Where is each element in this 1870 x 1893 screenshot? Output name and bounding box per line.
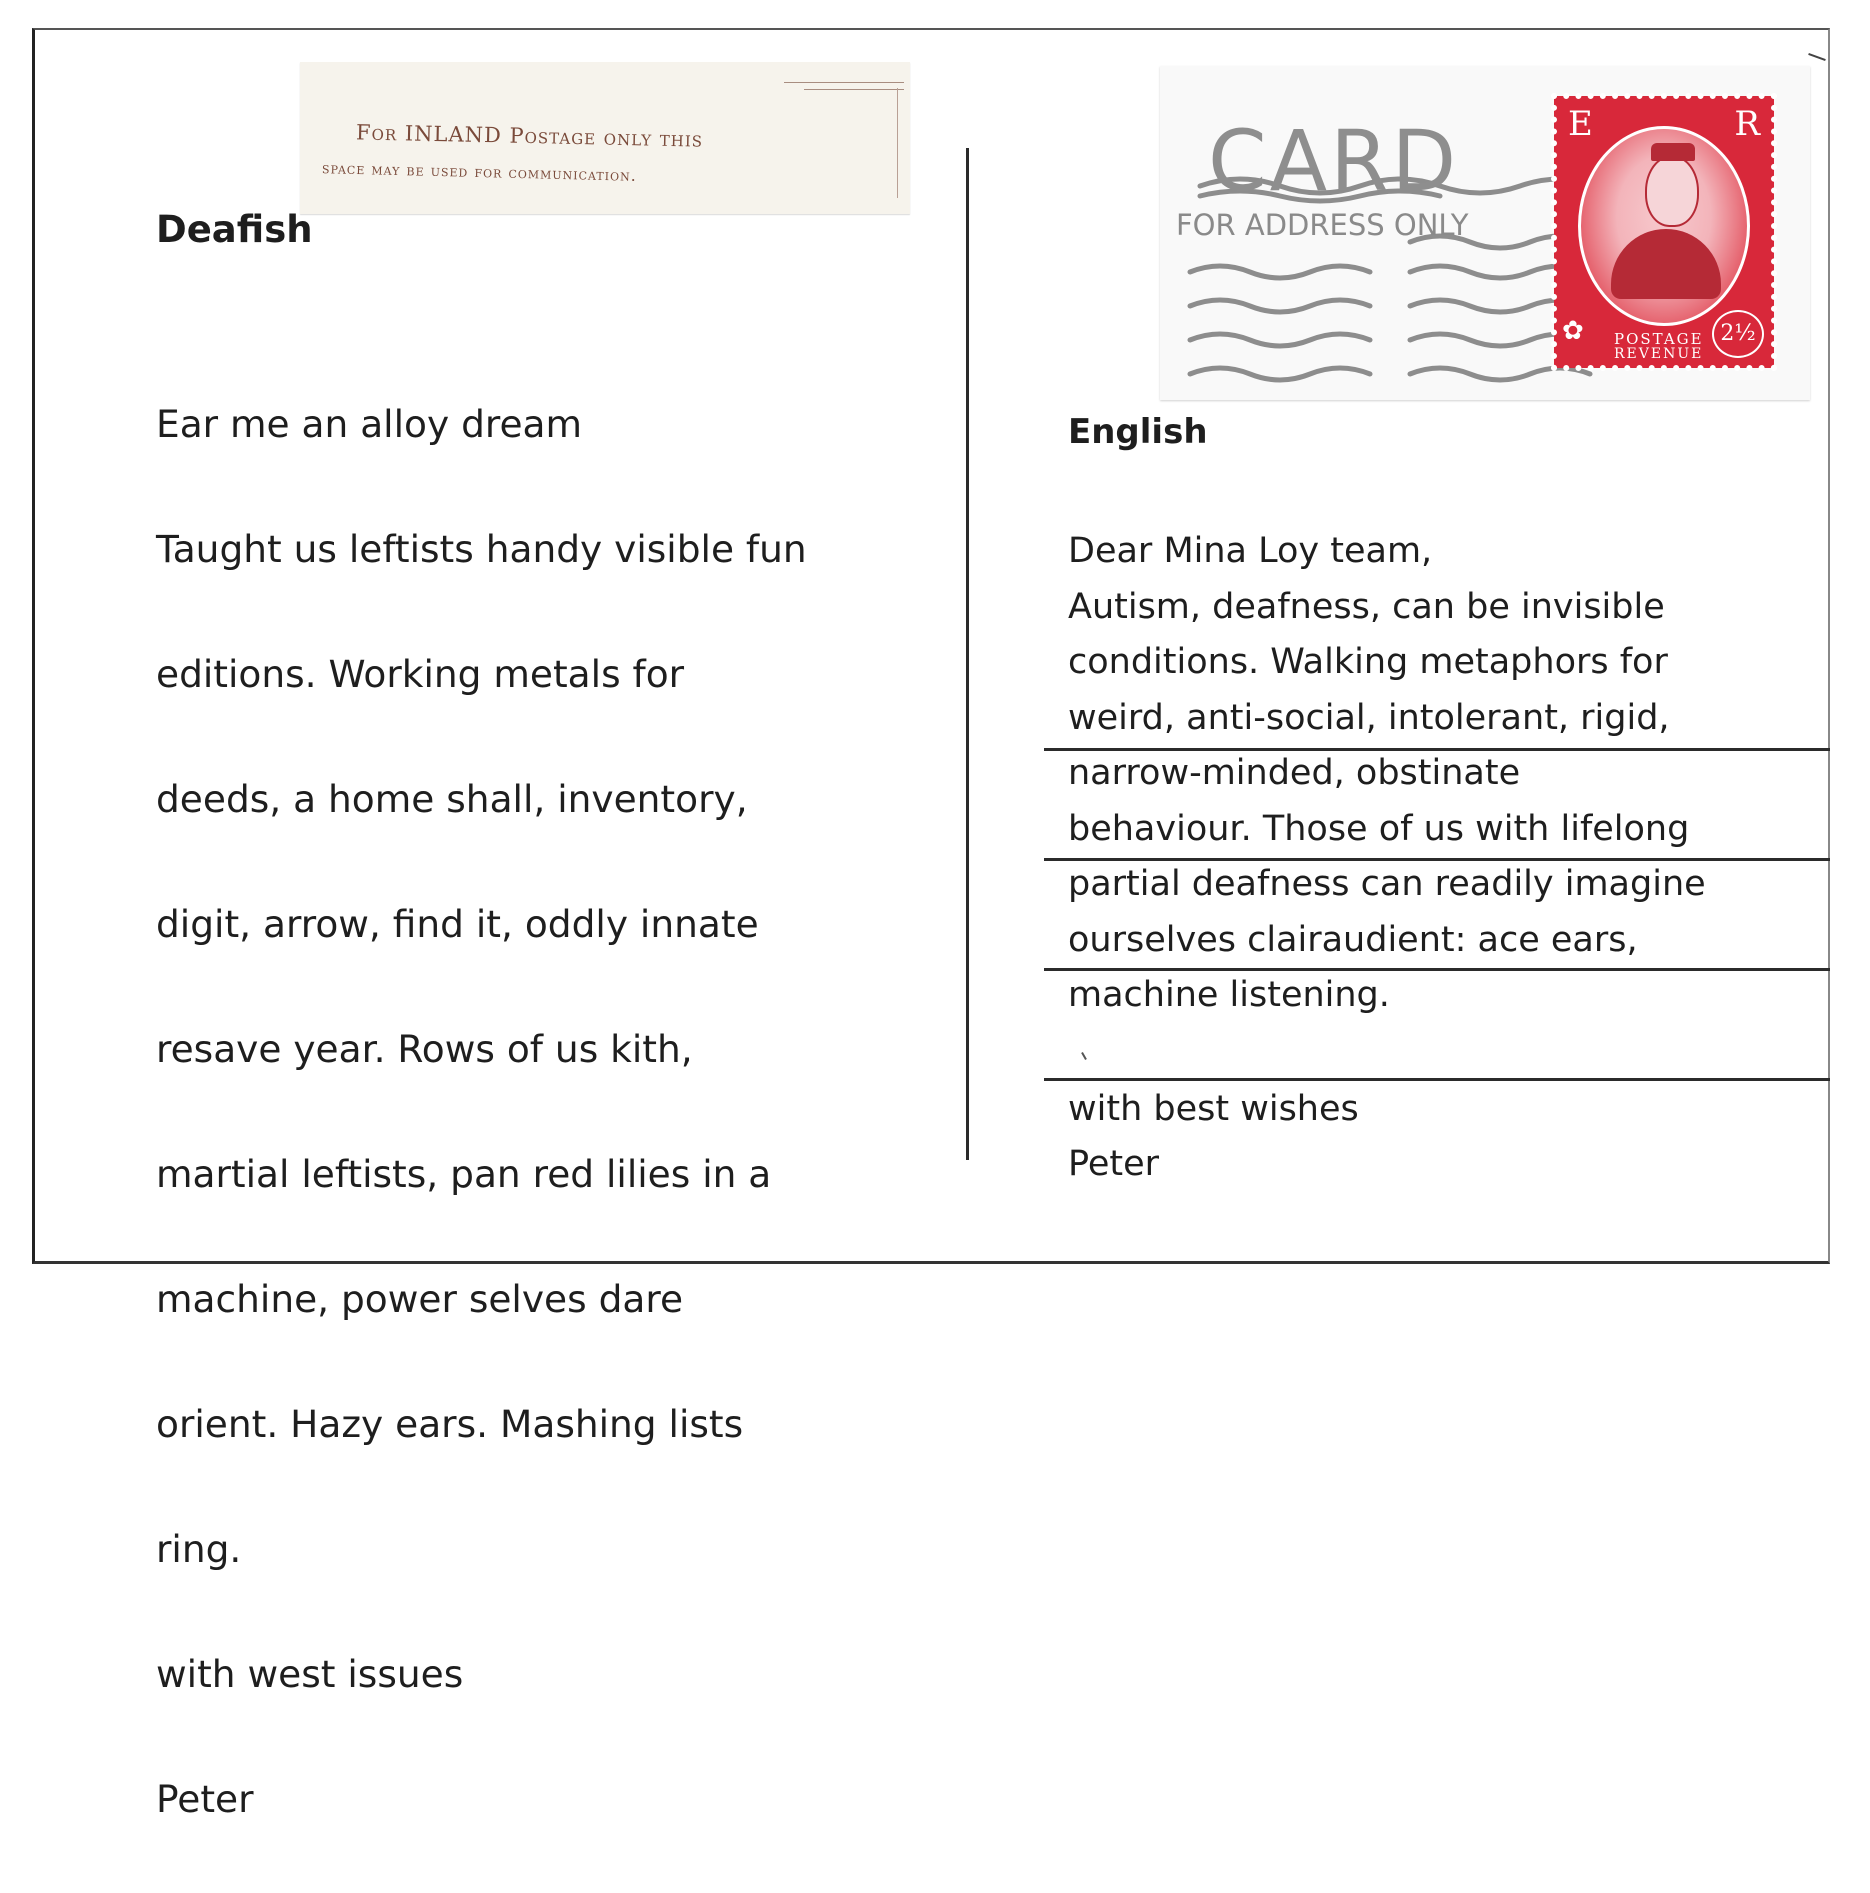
english-title: English [1068, 412, 1208, 452]
poem-line: Taught us leftists handy visible fun [156, 526, 807, 571]
poem-line: martial leftists, pan red lilies in a [156, 1151, 772, 1196]
text-line: Dear Mina Loy team, [1068, 531, 1433, 571]
address-line [1044, 1078, 1830, 1081]
poem-signature: Peter [156, 1776, 254, 1821]
address-line [1044, 748, 1830, 751]
inland-postage-label [300, 62, 910, 214]
deafish-poem [156, 330, 916, 1893]
poem-closing: with west issues [156, 1651, 464, 1696]
text-line: weird, anti-social, intolerant, rigid, [1068, 697, 1670, 738]
stamp-postage-text: POSTAGE [1614, 330, 1704, 348]
text-line: conditions. Walking metaphors for [1068, 642, 1668, 682]
english-text [1068, 524, 1706, 1024]
label-line-2: space may be used for communication. [321, 158, 638, 185]
label-rule [804, 89, 904, 90]
poem-line: Ear me an alloy dream [156, 401, 583, 446]
poem-line: machine, power selves dare [156, 1276, 684, 1321]
text-line: behaviour. Those of us with lifelong [1068, 808, 1690, 849]
label-rule [897, 88, 898, 198]
address-line [1044, 858, 1830, 861]
english-closing [1068, 1082, 1359, 1192]
address-line [1044, 968, 1830, 971]
text-line: ourselves clairaudient: ace ears, [1068, 919, 1638, 960]
postage-stamp [1554, 96, 1774, 368]
deafish-title: Deafish [156, 208, 313, 251]
signature: Peter [1068, 1144, 1160, 1184]
closing-text: with best wishes [1068, 1089, 1359, 1129]
postmark-address-text: FOR ADDRESS ONLY [1176, 208, 1469, 242]
label-rule [784, 82, 904, 83]
text-line: machine listening. [1068, 975, 1390, 1015]
postmark-card-text: CARD [1208, 112, 1460, 210]
poem-line: editions. Working metals for [156, 651, 685, 696]
queen-portrait [1578, 126, 1750, 326]
poem-line: deeds, a home shall, inventory, [156, 776, 748, 821]
poem-line: resave year. Rows of us kith, [156, 1026, 693, 1071]
text-line: partial deafness can readily imagine [1068, 864, 1706, 904]
stamp-letter-r: R [1734, 104, 1760, 144]
poem-line: ring. [156, 1526, 242, 1571]
stamp-value: 2½ [1712, 310, 1764, 358]
text-line: Autism, deafness, can be invisible [1068, 586, 1665, 627]
rose-icon: ✿ [1562, 316, 1584, 346]
poem-line: digit, arrow, find it, oddly innate [156, 901, 759, 946]
center-divider [966, 148, 969, 1160]
stamp-letter-e: E [1568, 104, 1593, 144]
stamp-revenue-text: REVENUE [1614, 346, 1704, 362]
label-line-1: For INLAND Postage only this [355, 120, 704, 152]
poem-line: orient. Hazy ears. Mashing lists [156, 1401, 744, 1446]
text-line: narrow-minded, obstinate [1068, 753, 1521, 793]
